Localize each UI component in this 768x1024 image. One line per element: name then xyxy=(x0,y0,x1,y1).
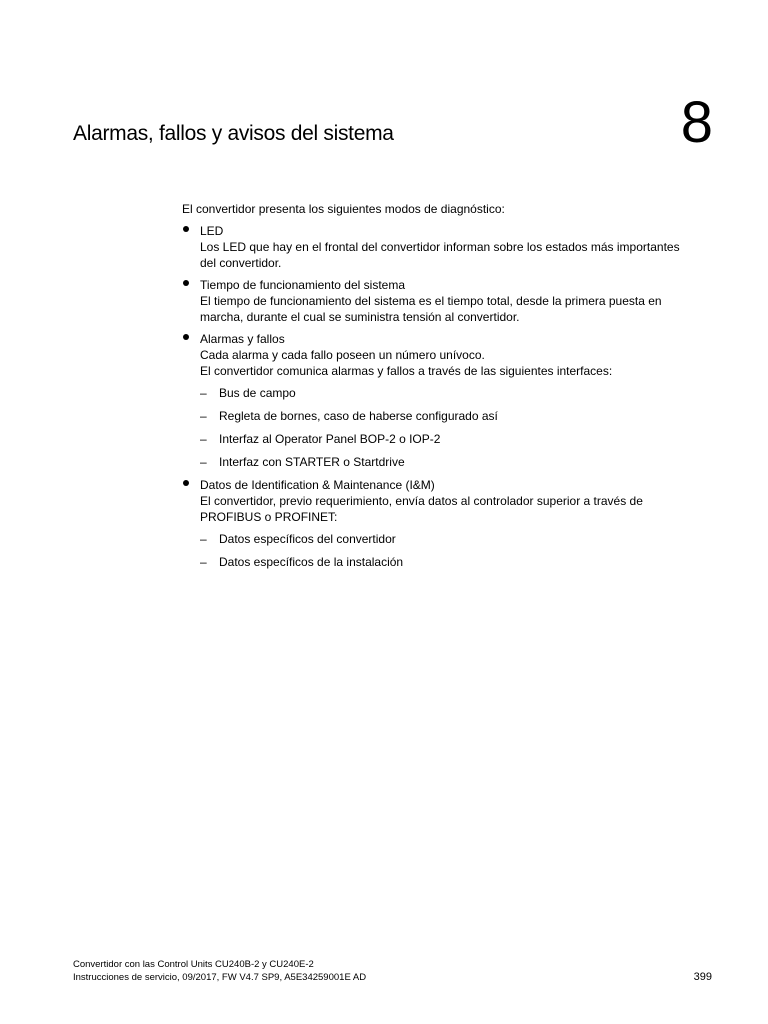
bullet-text: marcha, durante el cual se suministra tensión al convertidor. xyxy=(200,310,520,324)
diagnostic-modes-list xyxy=(182,223,722,570)
bullet-title: LED xyxy=(200,224,224,238)
interfaces-sublist xyxy=(200,385,722,470)
bullet-dot-icon xyxy=(183,480,189,486)
sublist-item xyxy=(200,554,722,570)
dash-icon: – xyxy=(200,409,207,423)
bullet-title: Datos de Identification & Maintenance (I&M) xyxy=(200,478,435,492)
bullet-dot-icon xyxy=(183,334,189,340)
sublist-item-text: Datos específicos del convertidor xyxy=(219,532,396,546)
sublist-item xyxy=(200,431,722,447)
dash-icon: – xyxy=(200,455,207,469)
sublist-item xyxy=(200,454,722,470)
bullet-text: PROFIBUS o PROFINET: xyxy=(200,510,338,524)
sublist-item xyxy=(200,531,722,547)
sublist-item-text: Interfaz con STARTER o Startdrive xyxy=(219,455,405,469)
im-data-sublist xyxy=(200,531,722,570)
list-item xyxy=(182,223,722,271)
chapter-number: 8 xyxy=(680,90,713,155)
sublist-item-text: Interfaz al Operator Panel BOP-2 o IOP-2 xyxy=(219,432,441,446)
sublist-item-text: Regleta de bornes, caso de haberse configurado así xyxy=(219,409,498,423)
bullet-text: Los LED que hay en el frontal del convertidor informan sobre los estados más importantes xyxy=(200,240,680,254)
list-item xyxy=(182,277,722,325)
page-footer xyxy=(73,958,366,984)
bullet-dot-icon xyxy=(183,226,189,232)
footer-product-line: Convertidor con las Control Units CU240B-2 y CU240E-2 xyxy=(73,959,314,970)
bullet-dot-icon xyxy=(183,280,189,286)
bullet-text: Cada alarma y cada fallo poseen un número unívoco. xyxy=(200,348,485,362)
list-item xyxy=(182,477,722,570)
bullet-text: El convertidor, previo requerimiento, envía datos al controlador superior a través de xyxy=(200,494,643,508)
sublist-item xyxy=(200,408,722,424)
bullet-title: Tiempo de funcionamiento del sistema xyxy=(200,278,405,292)
dash-icon: – xyxy=(200,432,207,446)
chapter-title: Alarmas, fallos y avisos del sistema xyxy=(73,122,394,145)
page-number: 399 xyxy=(693,971,712,983)
bullet-text: del convertidor. xyxy=(200,256,282,270)
dash-icon: – xyxy=(200,386,207,400)
dash-icon: – xyxy=(200,532,207,546)
bullet-text: El convertidor comunica alarmas y fallos a través de las siguientes interfaces: xyxy=(200,364,613,378)
bullet-text: El tiempo de funcionamiento del sistema es el tiempo total, desde la primera puesta en xyxy=(200,294,662,308)
dash-icon: – xyxy=(200,555,207,569)
footer-document-line: Instrucciones de servicio, 09/2017, FW V4.7 SP9, A5E34259001E AD xyxy=(73,972,367,983)
document-body xyxy=(182,201,722,577)
bullet-title: Alarmas y fallos xyxy=(200,332,285,346)
sublist-item xyxy=(200,385,722,401)
sublist-item-text: Bus de campo xyxy=(219,386,296,400)
list-item xyxy=(182,331,722,470)
sublist-item-text: Datos específicos de la instalación xyxy=(219,555,404,569)
intro-text: El convertidor presenta los siguientes modos de diagnóstico: xyxy=(182,202,505,216)
